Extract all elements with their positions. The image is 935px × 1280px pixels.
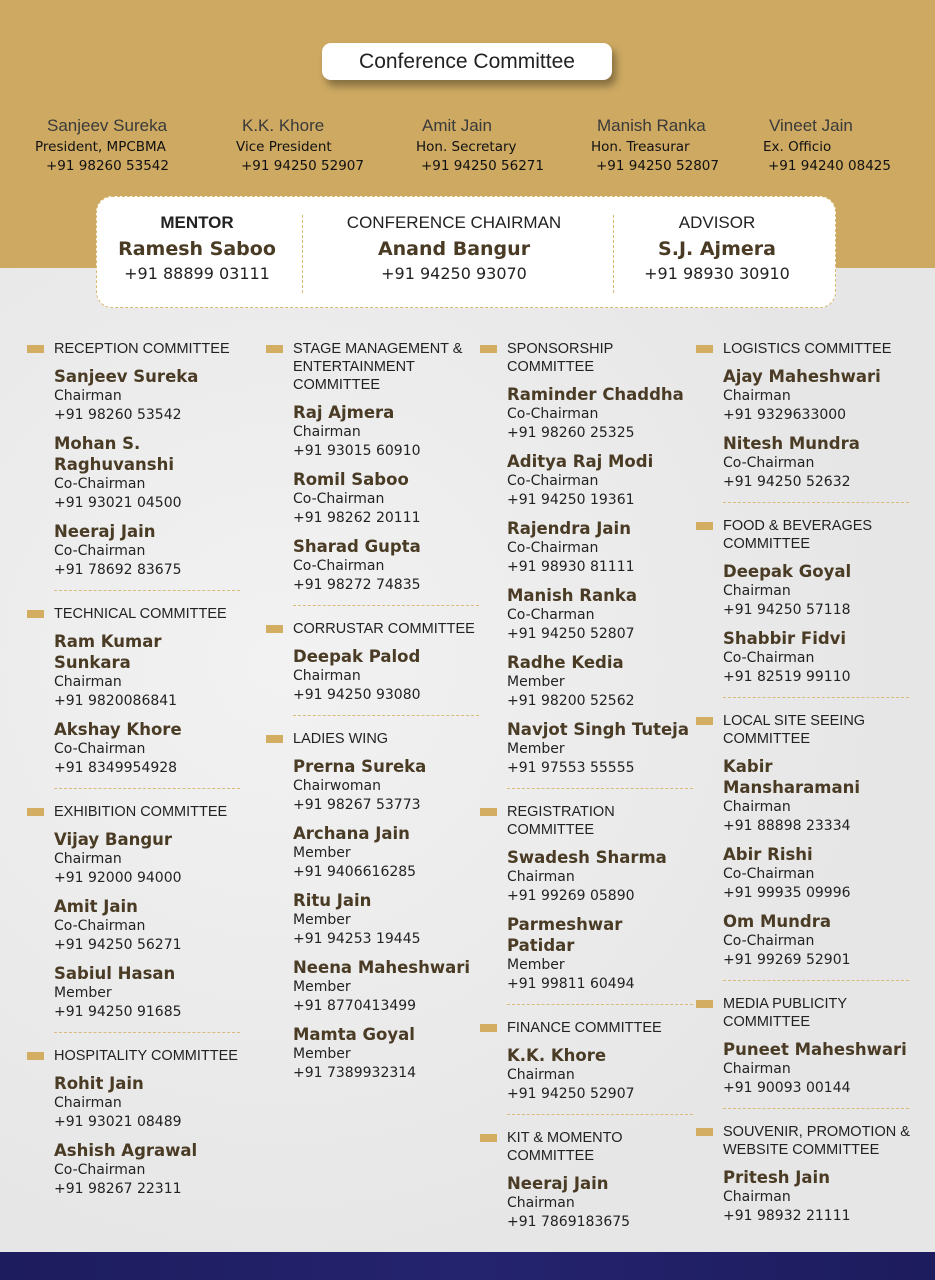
committee-heading — [27, 340, 242, 358]
officer-phone: +91 94240 08425 — [768, 158, 891, 174]
officer-name: Sanjeev Sureka — [47, 116, 168, 135]
committee-section — [27, 1047, 242, 1199]
footer-band — [0, 1252, 935, 1280]
heading-marker-icon — [27, 345, 44, 353]
member-phone: +91 98262 20111 — [293, 510, 421, 526]
member-role: Co-Chairman — [723, 933, 815, 949]
member-role: Member — [293, 845, 351, 861]
committee-heading — [696, 340, 911, 358]
member-role: Co-Chairman — [54, 1162, 146, 1178]
committee-name: FOOD & BEVERAGES COMMITTEE — [723, 518, 873, 552]
member-name: Shabbir Fidvi — [723, 629, 847, 648]
member-name: Aditya Raj Modi — [507, 452, 654, 471]
member-name: Navjot Singh Tuteja — [507, 720, 689, 739]
committee-section — [696, 1123, 911, 1226]
member-role: Co-Charman — [507, 607, 595, 623]
committee-name: SOUVENIR, PROMOTION & WEBSITE COMMITTEE — [723, 1124, 910, 1158]
member-phone: +91 99269 52901 — [723, 952, 851, 968]
section-divider — [723, 502, 909, 503]
committee-name: CORRUSTAR COMMITTEE — [293, 621, 475, 637]
committee-name: KIT & MOMENTO COMMITTEE — [507, 1130, 623, 1164]
member-role: Co-Chairman — [54, 476, 146, 492]
committee-section — [480, 340, 695, 789]
member-phone: +91 99935 09996 — [723, 885, 851, 901]
member-name: Neeraj Jain — [507, 1174, 609, 1193]
member-phone: +91 7389932314 — [293, 1065, 417, 1081]
leader-phone: +91 94250 93070 — [381, 264, 527, 283]
member-role: Co-Chairman — [507, 540, 599, 556]
member-phone: +91 92000 94000 — [54, 870, 182, 886]
divider — [302, 215, 303, 293]
committee-column — [480, 340, 695, 1232]
member-role: Chairman — [54, 388, 122, 404]
member-entry — [480, 518, 695, 577]
member-role: Chairman — [723, 583, 791, 599]
member-entry — [266, 646, 481, 705]
heading-marker-icon — [266, 735, 283, 743]
member-name: Manish Ranka — [507, 586, 637, 605]
heading-marker-icon — [480, 345, 497, 353]
member-entry — [696, 911, 911, 970]
member-name: Akshay Khore — [54, 720, 182, 739]
member-phone: +91 9406616285 — [293, 864, 417, 880]
member-name: Sharad Gupta — [293, 537, 421, 556]
member-entry — [266, 756, 481, 815]
committee-section — [266, 340, 481, 606]
member-entry — [266, 536, 481, 595]
member-entry — [27, 433, 242, 513]
member-phone: +91 9329633000 — [723, 407, 847, 423]
committee-section — [696, 995, 911, 1109]
member-entry — [266, 402, 481, 461]
member-role: Co-Chairman — [723, 650, 815, 666]
member-name: Ashish Agrawal — [54, 1141, 198, 1160]
member-phone: +91 98267 22311 — [54, 1181, 182, 1197]
committee-name: HOSPITALITY COMMITTEE — [54, 1048, 238, 1064]
member-role: Chairwoman — [293, 778, 381, 794]
member-phone: +91 94253 19445 — [293, 931, 421, 947]
member-entry — [266, 1024, 481, 1083]
member-entry — [480, 451, 695, 510]
leader-name: Ramesh Saboo — [118, 238, 276, 260]
leader-role: CONFERENCE CHAIRMAN — [346, 213, 562, 232]
member-entry — [696, 561, 911, 620]
committee-section — [480, 1129, 695, 1232]
leader-mentor — [77, 213, 317, 283]
member-entry — [696, 1039, 911, 1098]
committee-heading — [27, 605, 242, 623]
officer-card — [585, 116, 765, 174]
committee-heading — [266, 730, 481, 748]
member-phone: +91 98260 25325 — [507, 425, 635, 441]
committee-section — [266, 730, 481, 1083]
member-entry — [27, 963, 242, 1022]
committee-section — [27, 803, 242, 1033]
member-entry — [266, 469, 481, 528]
member-name: Sabiul Hasan — [54, 964, 176, 983]
member-role: Chairman — [54, 851, 122, 867]
committee-name: TECHNICAL COMMITTEE — [54, 606, 227, 622]
heading-marker-icon — [266, 345, 283, 353]
section-divider — [54, 788, 240, 789]
member-phone: +91 88898 23334 — [723, 818, 851, 834]
member-entry — [696, 433, 911, 492]
committee-section — [27, 340, 242, 591]
heading-marker-icon — [27, 808, 44, 816]
page-title: Conference Committee — [322, 43, 612, 80]
member-role: Member — [507, 741, 565, 757]
member-role: Member — [293, 912, 351, 928]
member-name: Sanjeev Sureka — [54, 367, 199, 386]
member-entry — [266, 890, 481, 949]
committee-heading — [27, 1047, 242, 1065]
member-role: Chairman — [723, 1189, 791, 1205]
committee-name: FINANCE COMMITTEE — [507, 1020, 662, 1036]
committee-section — [696, 340, 911, 503]
member-role: Chairman — [723, 799, 791, 815]
member-phone: +91 97553 55555 — [507, 760, 635, 776]
member-role: Co-Chairman — [293, 558, 385, 574]
member-phone: +91 98267 53773 — [293, 797, 421, 813]
leadership-box — [96, 196, 836, 308]
heading-marker-icon — [696, 1128, 713, 1136]
committee-name: REGISTRATION COMMITTEE — [507, 804, 615, 838]
member-phone: +91 82519 99110 — [723, 669, 851, 685]
member-name: Mohan S. Raghuvanshi — [54, 434, 175, 474]
officer-name: Vineet Jain — [769, 116, 853, 135]
member-role: Chairman — [507, 1195, 575, 1211]
member-entry — [27, 719, 242, 778]
member-name: Amit Jain — [54, 897, 138, 916]
member-role: Co-Chairman — [54, 741, 146, 757]
member-name: Ritu Jain — [293, 891, 372, 910]
member-name: Raj Ajmera — [293, 403, 395, 422]
member-name: K.K. Khore — [507, 1046, 607, 1065]
section-divider — [507, 1114, 693, 1115]
member-entry — [27, 631, 242, 711]
officer-card — [230, 116, 410, 174]
member-phone: +91 94250 52807 — [507, 626, 635, 642]
heading-marker-icon — [27, 610, 44, 618]
committee-name: SPONSORSHIP COMMITTEE — [507, 341, 614, 375]
member-role: Chairman — [293, 668, 361, 684]
member-role: Chairman — [54, 674, 122, 690]
officer-title: Vice President — [236, 139, 332, 155]
member-role: Chairman — [723, 1061, 791, 1077]
committee-heading — [696, 1123, 911, 1159]
member-phone: +91 94250 56271 — [54, 937, 182, 953]
member-phone: +91 99811 60494 — [507, 976, 635, 992]
member-role: Chairman — [293, 424, 361, 440]
committee-heading — [480, 803, 695, 839]
member-name: Rohit Jain — [54, 1074, 144, 1093]
member-name: Deepak Palod — [293, 647, 421, 666]
member-name: Neeraj Jain — [54, 522, 156, 541]
committee-heading — [696, 995, 911, 1031]
member-entry — [27, 829, 242, 888]
member-entry — [27, 366, 242, 425]
section-divider — [723, 697, 909, 698]
member-name: Rajendra Jain — [507, 519, 631, 538]
member-role: Chairman — [507, 1067, 575, 1083]
committee-name: RECEPTION COMMITTEE — [54, 341, 230, 357]
member-entry — [27, 1073, 242, 1132]
member-phone: +91 94250 19361 — [507, 492, 635, 508]
member-name: Mamta Goyal — [293, 1025, 415, 1044]
member-role: Member — [293, 979, 351, 995]
committee-heading — [266, 340, 481, 394]
member-entry — [480, 585, 695, 644]
member-entry — [480, 652, 695, 711]
member-name: Raminder Chaddha — [507, 385, 684, 404]
member-phone: +91 90093 00144 — [723, 1080, 851, 1096]
member-entry — [266, 957, 481, 1016]
leader-role: ADVISOR — [678, 213, 756, 232]
committee-heading — [480, 1019, 695, 1037]
member-phone: +91 94250 91685 — [54, 1004, 182, 1020]
committee-name: EXHIBITION COMMITTEE — [54, 804, 228, 820]
officer-card — [410, 116, 590, 174]
heading-marker-icon — [480, 1024, 497, 1032]
committee-section — [27, 605, 242, 789]
member-phone: +91 98260 53542 — [54, 407, 182, 423]
member-phone: +91 93021 04500 — [54, 495, 182, 511]
member-entry — [480, 1173, 695, 1232]
member-entry — [27, 521, 242, 580]
member-role: Member — [293, 1046, 351, 1062]
member-name: Kabir Mansharamani — [723, 757, 861, 797]
section-divider — [723, 980, 909, 981]
committee-heading — [696, 712, 911, 748]
heading-marker-icon — [27, 1052, 44, 1060]
member-name: Swadesh Sharma — [507, 848, 667, 867]
committee-section — [480, 1019, 695, 1115]
member-entry — [480, 719, 695, 778]
committee-name: LOGISTICS COMMITTEE — [723, 341, 892, 357]
leader-phone: +91 88899 03111 — [124, 264, 270, 283]
heading-marker-icon — [480, 1134, 497, 1142]
member-name: Om Mundra — [723, 912, 831, 931]
section-divider — [293, 605, 479, 606]
officer-card — [757, 116, 935, 174]
leader-role: MENTOR — [160, 213, 234, 232]
committee-section — [266, 620, 481, 716]
leader-name: S.J. Ajmera — [658, 238, 776, 260]
member-phone: +91 98930 81111 — [507, 559, 635, 575]
member-entry — [480, 847, 695, 906]
committee-heading — [480, 340, 695, 376]
heading-marker-icon — [266, 625, 283, 633]
member-role: Co-Chairman — [54, 918, 146, 934]
member-name: Ajay Maheshwari — [723, 367, 881, 386]
member-entry — [27, 896, 242, 955]
member-phone: +91 7869183675 — [507, 1214, 631, 1230]
member-name: Parmeshwar Patidar — [507, 915, 623, 955]
officer-phone: +91 94250 56271 — [421, 158, 544, 174]
section-divider — [507, 788, 693, 789]
officer-name: K.K. Khore — [242, 116, 325, 135]
member-phone: +91 78692 83675 — [54, 562, 182, 578]
leader-advisor — [597, 213, 837, 283]
member-phone: +91 98932 21111 — [723, 1208, 851, 1224]
officer-title: Hon. Treasurar — [591, 139, 690, 155]
member-entry — [696, 756, 911, 836]
member-name: Romil Saboo — [293, 470, 409, 489]
heading-marker-icon — [480, 808, 497, 816]
committee-column — [696, 340, 911, 1226]
committee-heading — [266, 620, 481, 638]
section-divider — [54, 1032, 240, 1033]
member-entry — [266, 823, 481, 882]
member-phone: +91 94250 52907 — [507, 1086, 635, 1102]
member-name: Radhe Kedia — [507, 653, 624, 672]
officer-title: Ex. Officio — [763, 139, 832, 155]
member-phone: +91 94250 93080 — [293, 687, 421, 703]
committee-name: MEDIA PUBLICITY COMMITTEE — [723, 996, 847, 1030]
committee-column — [266, 340, 481, 1083]
leader-chairman — [334, 213, 574, 283]
member-phone: +91 8349954928 — [54, 760, 178, 776]
member-role: Co-Chairman — [54, 543, 146, 559]
member-role: Co-Chairman — [723, 866, 815, 882]
section-divider — [723, 1108, 909, 1109]
member-phone: +91 99269 05890 — [507, 888, 635, 904]
member-phone: +91 98200 52562 — [507, 693, 635, 709]
member-entry — [480, 914, 695, 994]
member-name: Neena Maheshwari — [293, 958, 471, 977]
section-divider — [293, 715, 479, 716]
member-name: Archana Jain — [293, 824, 410, 843]
committee-section — [696, 712, 911, 981]
officer-name: Manish Ranka — [597, 116, 706, 135]
member-role: Chairman — [54, 1095, 122, 1111]
committee-heading — [480, 1129, 695, 1165]
member-name: Deepak Goyal — [723, 562, 852, 581]
officer-title: Hon. Secretary — [416, 139, 517, 155]
heading-marker-icon — [696, 717, 713, 725]
member-name: Abir Rishi — [723, 845, 813, 864]
section-divider — [507, 1004, 693, 1005]
member-role: Member — [507, 674, 565, 690]
member-phone: +91 8770413499 — [293, 998, 417, 1014]
member-entry — [696, 366, 911, 425]
heading-marker-icon — [696, 522, 713, 530]
member-role: Co-Chairman — [507, 406, 599, 422]
leader-name: Anand Bangur — [377, 238, 531, 260]
committee-name: STAGE MANAGEMENT & ENTERTAINMENT COMMITTEE — [293, 341, 463, 393]
officer-phone: +91 98260 53542 — [46, 158, 169, 174]
heading-marker-icon — [696, 345, 713, 353]
committee-column — [27, 340, 242, 1199]
member-role: Chairman — [507, 869, 575, 885]
member-phone: +91 94250 52632 — [723, 474, 851, 490]
member-name: Prerna Sureka — [293, 757, 427, 776]
committee-section — [480, 803, 695, 1005]
officer-phone: +91 94250 52807 — [596, 158, 719, 174]
member-entry — [27, 1140, 242, 1199]
committee-name: LOCAL SITE SEEING COMMITTEE — [723, 713, 866, 747]
member-phone: +91 9820086841 — [54, 693, 178, 709]
member-role: Member — [54, 985, 112, 1001]
member-name: Puneet Maheshwari — [723, 1040, 907, 1059]
member-entry — [480, 1045, 695, 1104]
member-role: Member — [507, 957, 565, 973]
member-entry — [480, 384, 695, 443]
member-entry — [696, 628, 911, 687]
member-entry — [696, 1167, 911, 1226]
member-role: Chairman — [723, 388, 791, 404]
section-divider — [54, 590, 240, 591]
committee-section — [696, 517, 911, 698]
officer-phone: +91 94250 52907 — [241, 158, 364, 174]
member-name: Nitesh Mundra — [723, 434, 860, 453]
member-phone: +91 93021 08489 — [54, 1114, 182, 1130]
officer-card — [35, 116, 215, 174]
member-role: Co-Chairman — [293, 491, 385, 507]
member-entry — [696, 844, 911, 903]
committee-heading — [696, 517, 911, 553]
officer-name: Amit Jain — [422, 116, 492, 135]
committee-heading — [27, 803, 242, 821]
member-phone: +91 94250 57118 — [723, 602, 851, 618]
officer-title: President, MPCBMA — [35, 139, 166, 155]
member-name: Ram Kumar Sunkara — [54, 632, 162, 672]
leader-phone: +91 98930 30910 — [644, 264, 790, 283]
member-role: Co-Chairman — [723, 455, 815, 471]
committee-name: LADIES WING — [293, 731, 389, 747]
member-phone: +91 98272 74835 — [293, 577, 421, 593]
member-role: Co-Chairman — [507, 473, 599, 489]
member-phone: +91 93015 60910 — [293, 443, 421, 459]
member-name: Vijay Bangur — [54, 830, 173, 849]
member-name: Pritesh Jain — [723, 1168, 830, 1187]
heading-marker-icon — [696, 1000, 713, 1008]
